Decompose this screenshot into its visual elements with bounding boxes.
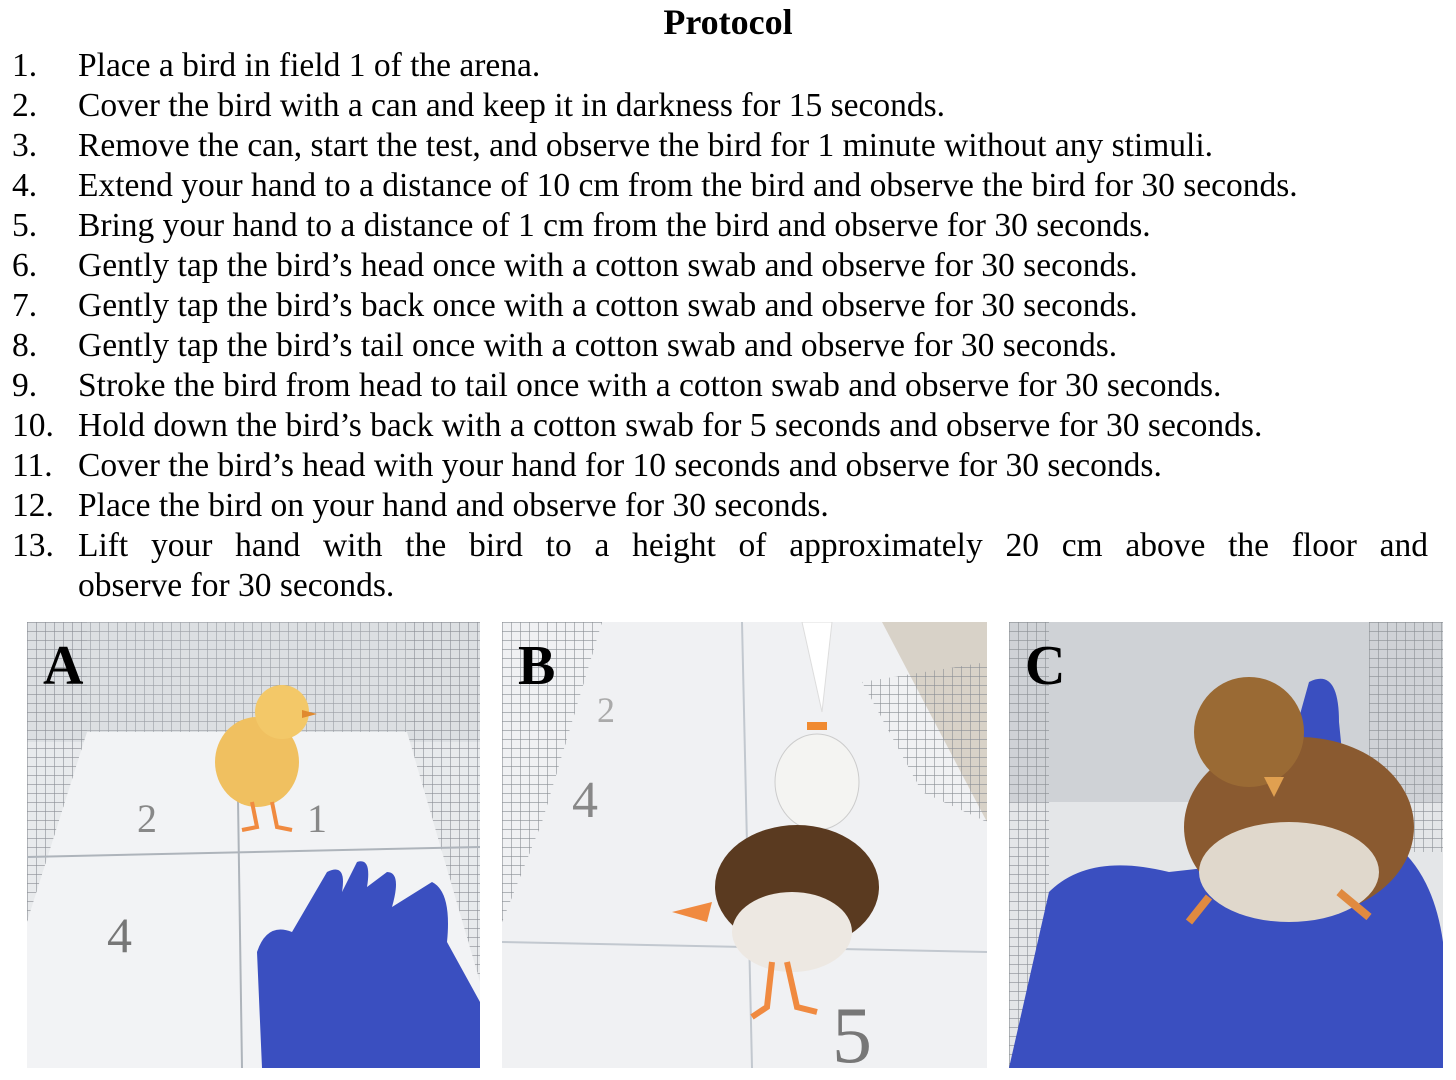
protocol-step <box>0 86 1456 126</box>
step-text: Stroke the bird from head to tail once with a cotton swab and observe for 30 seconds. <box>78 367 1222 404</box>
step-number: 8. <box>12 327 38 364</box>
step-text: Place the bird on your hand and observe for 30 seconds. <box>78 487 829 524</box>
protocol-step <box>0 326 1456 366</box>
photo-c-chick-on-hand <box>1009 622 1443 1068</box>
photo-label-a: A <box>43 635 84 697</box>
step-number: 9. <box>12 367 38 404</box>
protocol-step <box>0 366 1456 406</box>
protocol-step <box>0 46 1456 86</box>
protocol-step-continuation <box>0 566 1456 606</box>
step-text: Cover the bird’s head with your hand for 10 seconds and observe for 30 seconds. <box>78 447 1162 484</box>
photo-a-chick-hand-distance <box>27 622 480 1068</box>
step-text: Gently tap the bird’s tail once with a cotton swab and observe for 30 seconds. <box>78 327 1118 364</box>
step-number: 11. <box>12 447 53 484</box>
step-text: Gently tap the bird’s back once with a cotton swab and observe for 30 seconds. <box>78 287 1138 324</box>
step-text: Gently tap the bird’s head once with a cotton swab and observe for 30 seconds. <box>78 247 1138 284</box>
photo-b-chick-cotton-swab <box>502 622 987 1068</box>
protocol-step <box>0 286 1456 326</box>
step-number: 3. <box>12 127 38 164</box>
step-number: 2. <box>12 87 38 124</box>
floor-number: 2 <box>137 796 157 841</box>
floor-number: 5 <box>832 992 872 1068</box>
protocol-step <box>0 526 1456 566</box>
step-text: Bring your hand to a distance of 1 cm from the bird and observe for 30 seconds. <box>78 207 1151 244</box>
protocol-step <box>0 486 1456 526</box>
photo-label-c: C <box>1025 635 1066 697</box>
floor-number: 4 <box>107 907 132 963</box>
step-text: Hold down the bird’s back with a cotton swab for 5 seconds and observe for 30 seconds. <box>78 407 1263 444</box>
step-number: 5. <box>12 207 38 244</box>
step-text: Remove the can, start the test, and observe the bird for 1 minute without any stimuli. <box>78 127 1214 164</box>
floor-number: 1 <box>307 796 327 841</box>
protocol-step <box>0 246 1456 286</box>
step-number: 6. <box>12 247 38 284</box>
step-number: 4. <box>12 167 38 204</box>
protocol-step <box>0 446 1456 486</box>
protocol-step <box>0 206 1456 246</box>
step-number: 10. <box>12 407 54 444</box>
step-text: observe for 30 seconds. <box>78 567 395 604</box>
step-text: Cover the bird with a can and keep it in darkness for 15 seconds. <box>78 87 946 124</box>
step-text: Lift your hand with the bird to a height of approximately 20 cm above the floor and <box>78 527 1428 564</box>
protocol-step <box>0 166 1456 206</box>
step-number: 12. <box>12 487 54 524</box>
photo-label-b: B <box>518 635 556 697</box>
step-number: 1. <box>12 47 38 84</box>
step-text: Extend your hand to a distance of 10 cm from the bird and observe the bird for 30 seconds. <box>78 167 1298 204</box>
step-number: 13. <box>12 527 54 564</box>
floor-number: 4 <box>572 772 598 829</box>
protocol-title: Protocol <box>663 2 793 42</box>
step-number: 7. <box>12 287 38 324</box>
floor-number: 2 <box>597 690 615 730</box>
protocol-step <box>0 126 1456 166</box>
protocol-step <box>0 406 1456 446</box>
step-text: Place a bird in field 1 of the arena. <box>78 47 541 84</box>
